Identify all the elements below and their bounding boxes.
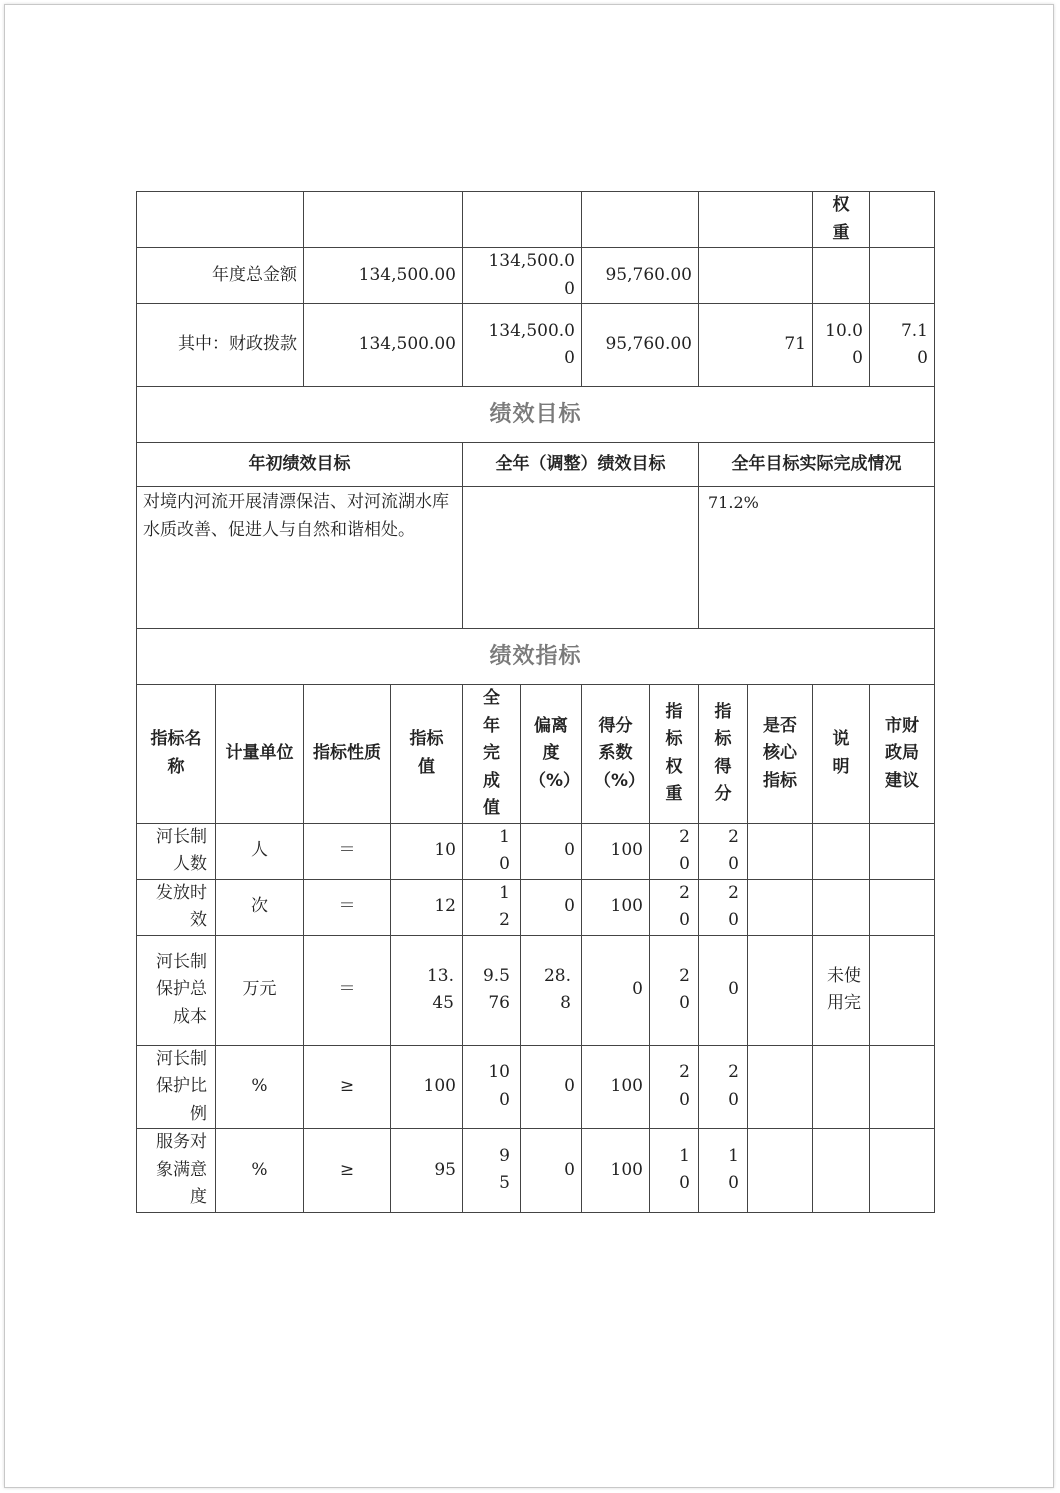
header-advice: 市财政局建议 — [870, 685, 935, 824]
indicator-advice — [870, 935, 935, 1045]
goals-initial-text: 对境内河流开展清漂保洁、对河流湖水库水质改善、促进人与自然和谐相处。 — [137, 487, 463, 629]
indicator-row — [137, 1129, 935, 1213]
indicator-core — [748, 935, 813, 1045]
indicator-row — [137, 1045, 935, 1129]
indicator-coefficient: 100 — [582, 879, 650, 935]
header-target: 指标值 — [391, 685, 463, 824]
indicator-row — [137, 935, 935, 1045]
indicator-score: 10 — [699, 1129, 748, 1213]
indicator-coefficient: 0 — [582, 935, 650, 1045]
indicator-actual: 12 — [463, 879, 521, 935]
budget-initial: 134,500.00 — [304, 304, 463, 387]
indicator-unit: 人 — [216, 823, 304, 879]
indicator-advice — [870, 823, 935, 879]
budget-row — [137, 304, 935, 387]
budget-header-cell — [699, 192, 813, 248]
indicator-nature: ≥ — [304, 1045, 391, 1129]
goals-col-initial: 年初绩效目标 — [137, 443, 463, 487]
budget-header-cell — [870, 192, 935, 248]
indicator-target: 100 — [391, 1045, 463, 1129]
indicator-row — [137, 879, 935, 935]
header-weight: 指标权重 — [650, 685, 699, 824]
header-actual: 全年完成值 — [463, 685, 521, 824]
indicator-score: 20 — [699, 823, 748, 879]
header-nature: 指标性质 — [304, 685, 391, 824]
indicator-advice — [870, 879, 935, 935]
indicator-core — [748, 823, 813, 879]
budget-row-label: 其中：财政拨款 — [137, 304, 304, 387]
budget-header-cell — [463, 192, 582, 248]
budget-header-cell — [582, 192, 699, 248]
indicator-note — [813, 879, 870, 935]
budget-score: 7.10 — [870, 304, 935, 387]
goals-adjusted-text — [463, 487, 699, 629]
header-core: 是否核心指标 — [748, 685, 813, 824]
header-deviation: 偏离度（%） — [521, 685, 582, 824]
indicators-section-title: 绩效指标 — [137, 629, 935, 685]
indicator-weight: 10 — [650, 1129, 699, 1213]
indicators-title-row — [137, 629, 935, 685]
indicator-unit: 万元 — [216, 935, 304, 1045]
goals-col-actual: 全年目标实际完成情况 — [699, 443, 935, 487]
goals-col-adjusted: 全年（调整）绩效目标 — [463, 443, 699, 487]
indicator-name: 河长制保护总成本 — [137, 935, 216, 1045]
budget-adjusted: 134,500.00 — [463, 304, 582, 387]
indicator-target: 95 — [391, 1129, 463, 1213]
indicator-advice — [870, 1045, 935, 1129]
indicator-note — [813, 1129, 870, 1213]
header-score: 指标得分 — [699, 685, 748, 824]
budget-rate — [699, 248, 813, 304]
indicator-weight: 20 — [650, 879, 699, 935]
indicator-target: 13.45 — [391, 935, 463, 1045]
indicator-actual: 95 — [463, 1129, 521, 1213]
budget-header-weight: 权重 — [813, 192, 870, 248]
indicator-weight: 20 — [650, 823, 699, 879]
indicator-deviation: 0 — [521, 823, 582, 879]
indicator-core — [748, 1045, 813, 1129]
indicator-advice — [870, 1129, 935, 1213]
indicator-nature: ＝ — [304, 879, 391, 935]
indicator-note — [813, 1045, 870, 1129]
indicator-note — [813, 823, 870, 879]
budget-executed: 95,760.00 — [582, 304, 699, 387]
budget-header-row — [137, 192, 935, 248]
budget-adjusted: 134,500.00 — [463, 248, 582, 304]
budget-header-cell — [137, 192, 304, 248]
goals-title-row — [137, 387, 935, 443]
indicator-name: 河长制保护比例 — [137, 1045, 216, 1129]
indicator-coefficient: 100 — [582, 1129, 650, 1213]
indicator-coefficient: 100 — [582, 823, 650, 879]
indicator-score: 20 — [699, 879, 748, 935]
indicators-header-row — [137, 685, 935, 824]
indicator-unit: 次 — [216, 879, 304, 935]
indicator-score: 20 — [699, 1045, 748, 1129]
budget-score — [870, 248, 935, 304]
indicator-actual: 10 — [463, 823, 521, 879]
indicator-unit: % — [216, 1129, 304, 1213]
indicator-nature: ≥ — [304, 1129, 391, 1213]
budget-executed: 95,760.00 — [582, 248, 699, 304]
header-coefficient: 得分系数（%） — [582, 685, 650, 824]
indicator-note: 未使用完 — [813, 935, 870, 1045]
budget-weight: 10.00 — [813, 304, 870, 387]
indicator-target: 10 — [391, 823, 463, 879]
indicator-name: 河长制人数 — [137, 823, 216, 879]
budget-initial: 134,500.00 — [304, 248, 463, 304]
indicator-score: 0 — [699, 935, 748, 1045]
budget-header-cell — [304, 192, 463, 248]
indicator-nature: ＝ — [304, 823, 391, 879]
indicator-deviation: 0 — [521, 879, 582, 935]
indicator-coefficient: 100 — [582, 1045, 650, 1129]
indicator-weight: 20 — [650, 1045, 699, 1129]
budget-weight — [813, 248, 870, 304]
indicator-row — [137, 823, 935, 879]
budget-row — [137, 248, 935, 304]
indicator-unit: % — [216, 1045, 304, 1129]
indicator-deviation: 0 — [521, 1129, 582, 1213]
indicator-weight: 20 — [650, 935, 699, 1045]
performance-table — [136, 191, 935, 1213]
header-indicator-name: 指标名称 — [137, 685, 216, 824]
goals-content-row — [137, 487, 935, 629]
indicator-core — [748, 1129, 813, 1213]
indicator-name: 发放时效 — [137, 879, 216, 935]
goals-section-title: 绩效目标 — [137, 387, 935, 443]
indicator-core — [748, 879, 813, 935]
budget-rate: 71 — [699, 304, 813, 387]
indicator-name: 服务对象满意度 — [137, 1129, 216, 1213]
indicator-target: 12 — [391, 879, 463, 935]
budget-row-label: 年度总金额 — [137, 248, 304, 304]
indicator-deviation: 0 — [521, 1045, 582, 1129]
goals-actual-text: 71.2% — [699, 487, 935, 629]
indicator-deviation: 28.8 — [521, 935, 582, 1045]
header-note: 说明 — [813, 685, 870, 824]
indicator-nature: ＝ — [304, 935, 391, 1045]
header-unit: 计量单位 — [216, 685, 304, 824]
indicator-actual: 100 — [463, 1045, 521, 1129]
indicator-actual: 9.576 — [463, 935, 521, 1045]
goals-header-row — [137, 443, 935, 487]
